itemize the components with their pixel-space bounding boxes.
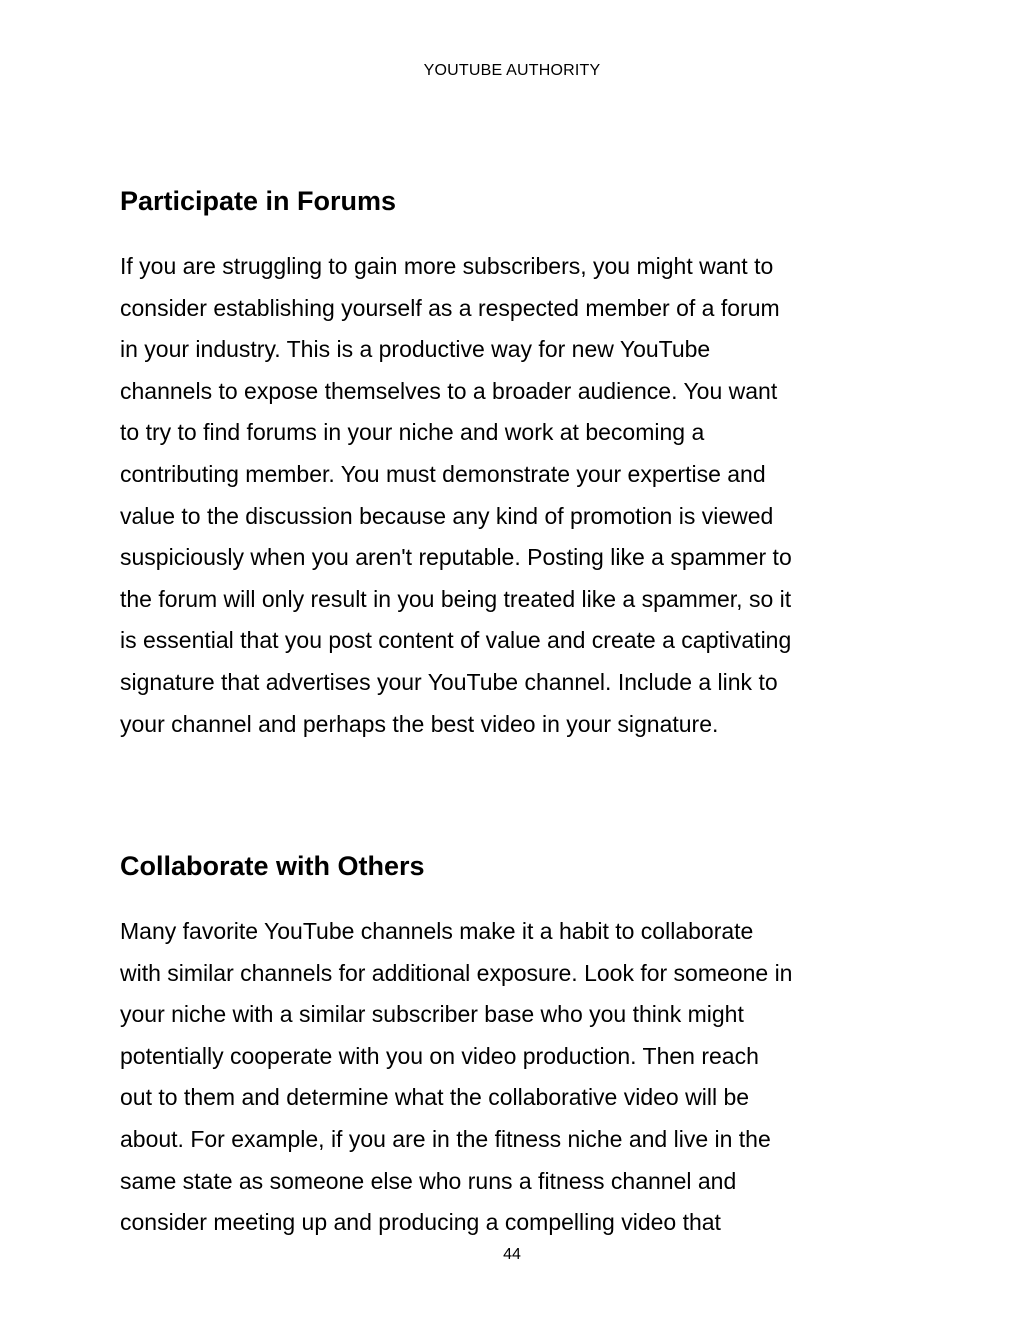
paragraph-line: consider meeting up and producing a compelling video that — [120, 1209, 721, 1236]
paragraph-line: suspiciously when you aren't reputable. Posting like a spammer to — [120, 544, 792, 571]
section-paragraph — [120, 911, 920, 1244]
paragraph-line: the forum will only result in you being treated like a spammer, so it — [120, 585, 792, 612]
section-collaborate-with-others — [120, 848, 920, 1244]
paragraph-line: your niche with a similar subscriber base who you think might — [120, 1001, 744, 1028]
running-header: YOUTUBE AUTHORITY — [423, 62, 601, 79]
section-heading: Collaborate with Others — [120, 851, 425, 881]
paragraph-line: your channel and perhaps the best video in your signature. — [120, 710, 719, 737]
paragraph-line: consider establishing yourself as a respected member of a forum — [120, 294, 780, 321]
paragraph-line: potentially cooperate with you on video production. Then reach — [120, 1042, 759, 1069]
paragraph-line: signature that advertises your YouTube channel. Include a link to — [120, 668, 778, 695]
page-number: 44 — [503, 1246, 521, 1263]
paragraph-line: Many favorite YouTube channels make it a habit to collaborate — [120, 918, 754, 944]
paragraph-line: If you are struggling to gain more subscribers, you might want to — [120, 253, 774, 279]
paragraph-line: with similar channels for additional exposure. Look for someone in — [120, 959, 793, 986]
paragraph-line: about. For example, if you are in the fitness niche and live in the — [120, 1125, 771, 1152]
section-participate-in-forums — [120, 183, 920, 745]
paragraph-line: value to the discussion because any kind of promotion is viewed — [120, 502, 774, 529]
section-heading: Participate in Forums — [120, 186, 397, 216]
paragraph-line: channels to expose themselves to a broader audience. You want — [120, 377, 778, 404]
paragraph-line: contributing member. You must demonstrate your expertise and — [120, 460, 766, 487]
paragraph-line: to try to find forums in your niche and work at becoming a — [120, 419, 705, 446]
paragraph-line: in your industry. This is a productive way for new YouTube — [120, 336, 711, 363]
paragraph-line: same state as someone else who runs a fitness channel and — [120, 1167, 737, 1194]
paragraph-line: out to them and determine what the collaborative video will be — [120, 1084, 750, 1111]
section-paragraph — [120, 246, 920, 745]
paragraph-line: is essential that you post content of value and create a captivating — [120, 627, 792, 654]
